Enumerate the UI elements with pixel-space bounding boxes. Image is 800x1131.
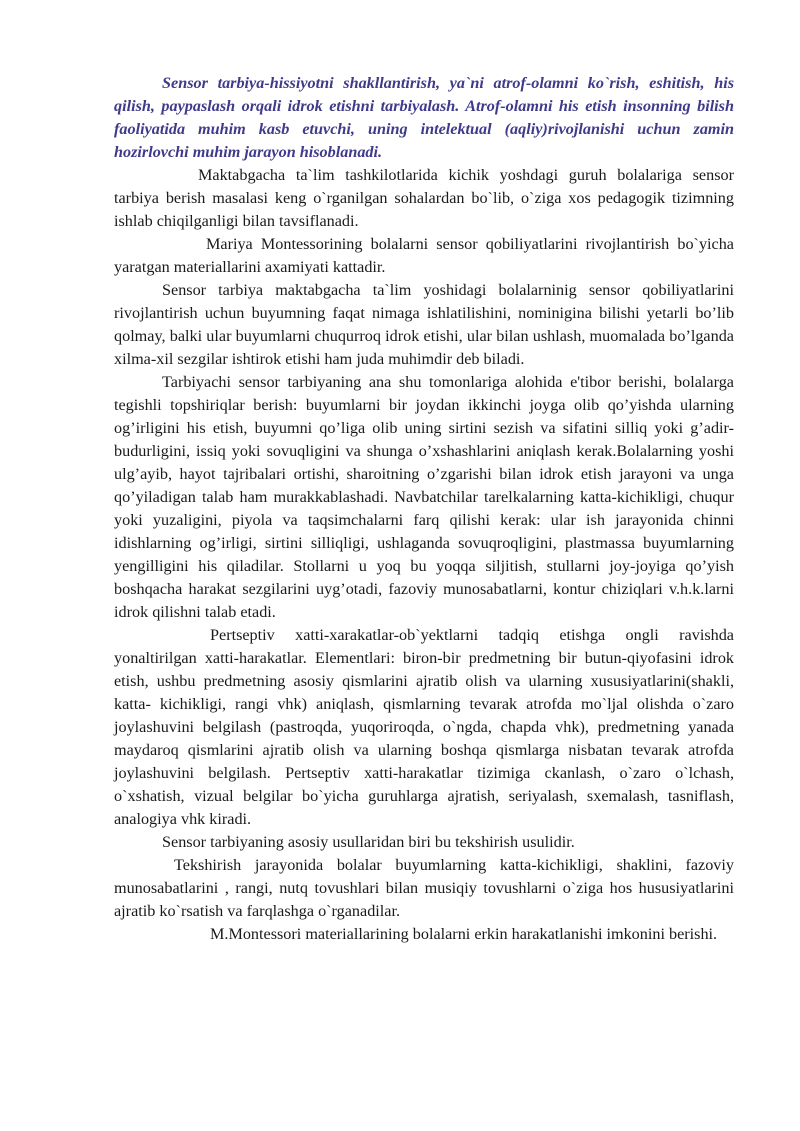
body-paragraph: Sensor tarbiya maktabgacha ta`lim yoshidagi bolalarninig sensor qobiliyatlarini rivojlantirish uchun buyumning faqat nimaga ishlatilishini, nominigina bilishi yetarli bo’lib qolmay, balki ular buyumlarni chuqurroq idrok etishi, ular bilan ushlash, muomalada bo’lganda xilma-xil sezgilar ishtirok etishi ham juda muhimdir deb biladi. <box>114 281 734 368</box>
body-paragraph: Mariya Montessorining bolalarni sensor qobiliyatlarini rivojlantirish bo`yicha yaratgan materiallarini axamiyati kattadir. <box>114 235 734 276</box>
body-paragraph: Sensor tarbiyaning asosiy usullaridan biri bu tekshirish usulidir. <box>162 833 575 851</box>
intro-paragraph: Sensor tarbiya-hissiyotni shakllantirish, ya`ni atrof-olamni ko`rish, eshitish, his qilish, paypaslash orqali idrok etishni tarbiyalash. Atrof-olamni his etish insonning bilish faoliyatida muhim kasb etuvchi, uning intelektual (aqliy)rivojlanishi uchun zamin hozirlovchi muhim jarayon hisoblanadi. <box>114 74 734 161</box>
body-paragraph: Pertseptiv xatti-xarakatlar-ob`yektlarni tadqiq etishga ongli ravishda yonaltirilgan xatti-harakatlar. Elementlari: biron-bir predmetning bir butun-qiyofasini idrok etish, ushbu predmetning asosiy qismlarini ajratib olish va ularning xususiyatlarini(shakli, katta- kichikligi, rangi vhk) aniqlash, qismlarning tevarak atrofda mo`ljal olishda o`zaro joylashuvini belgilash (pastroqda, yuqoriroqda, o`ngda, chapda vhk), predmetning yanada maydaroq qismlarini ajratib olish va ularning boshqa qismlarga nisbatan tevarak atrofda joylashuvini belgilash. Pertseptiv xatti-harakatlar tizimiga ckanlash, o`zaro o`lchash, o`xshatish, vizual belgilar bo`yicha guruhlarga ajratish, seriyalash, sxemalash, tasniflash, analogiya vhk kiradi. <box>114 626 734 828</box>
body-paragraph: Tekshirish jarayonida bolalar buyumlarning katta-kichikligi, shaklini, fazoviy munosabatlarini , rangi, nutq tovushlari bilan musiqiy tovushlarni o`ziga hos hususiyatlarini ajratib ko`rsatish va farqlashga o`rganadilar. <box>114 856 734 920</box>
document-page <box>114 72 734 946</box>
body-paragraph: M.Montessori materiallarining bolalarni erkin harakatlanishi imkonini berishi. <box>210 925 718 943</box>
body-paragraph: Tarbiyachi sensor tarbiyaning ana shu tomonlariga alohida e'tibor berishi, bolalarga tegishli topshiriqlar berish: buyumlarni bir joydan ikkinchi joyga olib qo’yishda ularning og’irligini his etish, buyumni qo’liga olib uning sirtini sezish va sifatini silliq yoki g’adir-budurligini, issiq yoki sovuqligini va shunga o’xshashlarini aniqlash kerak.Bolalarning yoshi ulg’ayib, hayot tajribalari ortishi, sharoitning o’zgarishi bilan idrok etish jarayoni va unga qo’yiladigan talab ham murakkablashadi. Navbatchilar tarelkalarning katta-kichikligi, chuqur yoki yuzaligini, piyola va taqsimchalarni farq qilishi kerak: ular ish jarayonida chinni idishlarning og’irligi, sirtini silliqligi, ushlaganda sovuqroqligini, plastmassa buyumlarning yengilligini his qiladilar. Stollarni u yoq bu yoqqa siljitish, stullarni joy-joyiga qo’yish boshqacha harakat sezgilarini uyg’otadi, fazoviy munosabatlarni, kontur chiziqlari v.h.k.larni idrok qilishni talab etadi. <box>114 373 734 621</box>
body-paragraph: Maktabgacha ta`lim tashkilotlarida kichik yoshdagi guruh bolalariga sensor tarbiya berish masalasi keng o`rganilgan sohalardan bo`lib, o`ziga xos pedagogik tizimning ishlab chiqilganligi bilan tavsiflanadi. <box>114 166 734 230</box>
